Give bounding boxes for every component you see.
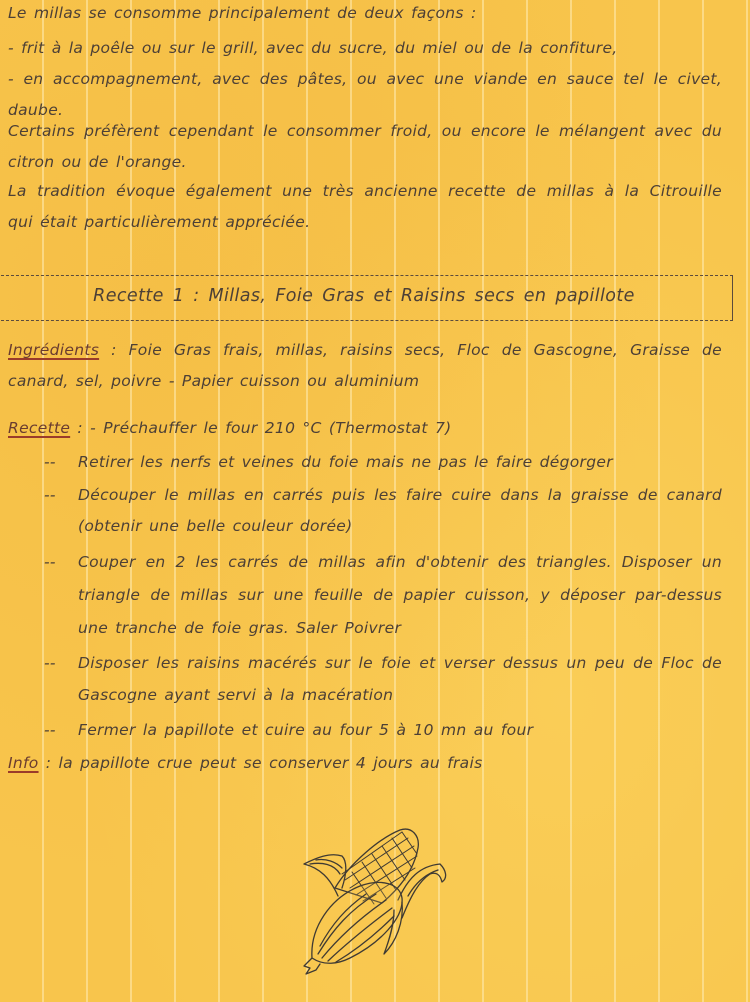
step-continuation: une tranche de foie gras. Saler Poivrer xyxy=(78,619,402,637)
method-label: Recette xyxy=(8,419,71,437)
recipe-title-box xyxy=(0,275,733,321)
method-step xyxy=(44,553,722,571)
method-separator: : xyxy=(70,419,91,437)
intro-line: Le millas se consomme principalement de deux façons : xyxy=(8,4,477,22)
step-dash: -- xyxy=(44,486,56,504)
step-dash: -- xyxy=(44,654,56,672)
step-text: Retirer les nerfs et veines du foie mais ne pas le faire dégorger xyxy=(78,453,613,471)
intro-line: - en accompagnement, avec des pâtes, ou avec une viande en sauce tel le civet, xyxy=(8,70,722,88)
step-dash: -- xyxy=(44,721,56,739)
intro-line: daube. xyxy=(8,101,64,119)
step-text: Découper le millas en carrés puis les faire cuire dans la graisse de canard xyxy=(78,486,722,504)
intro-line: qui était particulièrement appréciée. xyxy=(8,213,311,231)
step-continuation: Gascogne ayant servi à la macération xyxy=(78,686,394,704)
recipe-title: Recette 1 : Millas, Foie Gras et Raisins secs en papillote xyxy=(93,286,635,306)
info-text: la papillote crue peut se conserver 4 jours au frais xyxy=(58,754,483,772)
step-text: Disposer les raisins macérés sur le foie et verser dessus un peu de Floc de xyxy=(78,654,722,672)
step-dash: -- xyxy=(44,453,56,471)
method-first-step: - Préchauffer le four 210 °C (Thermostat 7) xyxy=(90,419,452,437)
intro-line: La tradition évoque également une très ancienne recette de millas à la Citrouille xyxy=(8,182,722,200)
ingredients-label: Ingrédients xyxy=(8,341,100,359)
ingredients-line-2: canard, sel, poivre - Papier cuisson ou aluminium xyxy=(8,372,420,390)
info-label: Info xyxy=(8,754,39,772)
step-text: Fermer la papillote et cuire au four 5 à 10 mn au four xyxy=(78,721,534,739)
step-continuation: (obtenir une belle couleur dorée) xyxy=(78,517,353,535)
intro-line: citron ou de l'orange. xyxy=(8,153,187,171)
method-step xyxy=(44,654,722,672)
info-separator: : xyxy=(38,754,59,772)
info-note xyxy=(8,754,482,772)
intro-line: Certains préfèrent cependant le consommer froid, ou encore le mélangent avec du xyxy=(8,122,722,140)
step-dash: -- xyxy=(44,553,56,571)
ingredients-text: Foie Gras frais, millas, raisins secs, Floc de Gascogne, Graisse de xyxy=(128,341,722,359)
step-continuation: triangle de millas sur une feuille de papier cuisson, y déposer par-dessus xyxy=(78,586,722,604)
method-step xyxy=(44,486,722,504)
method-step xyxy=(44,721,533,739)
ingredients-separator: : xyxy=(99,341,129,359)
intro-line: - frit à la poêle ou sur le grill, avec du sucre, du miel ou de la confiture, xyxy=(8,39,618,57)
method-step xyxy=(44,453,613,471)
corn-cob-icon xyxy=(290,818,450,988)
ingredients-line-1 xyxy=(8,341,722,359)
step-text: Couper en 2 les carrés de millas afin d'obtenir des triangles. Disposer un xyxy=(78,553,722,571)
method-header xyxy=(8,419,451,437)
